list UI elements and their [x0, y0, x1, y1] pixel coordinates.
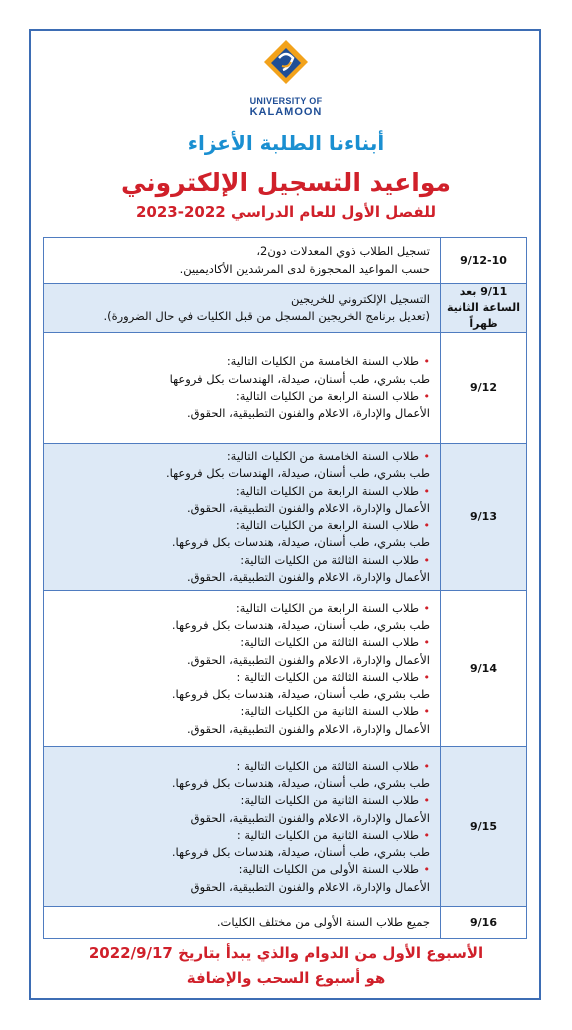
description-line: الأعمال والإدارة، الاعلام والفنون التطبيقية، الحقوق. — [186, 406, 430, 421]
bullet-item: • طلاب السنة الأولى من الكليات التالية: — [50, 861, 430, 878]
bullet-item: • طلاب السنة الرابعة من الكليات التالية: — [50, 517, 430, 534]
description-line: الأعمال والإدارة، الاعلام والفنون التطبيقية، الحقوق — [190, 879, 430, 894]
schedule-description — [44, 444, 441, 591]
description-line: طب بشري، طب أسنان، صيدلة، الهندسات بكل فروعها. — [165, 466, 430, 481]
description-line: طب بشري، طب أسنان، صيدلة، هندسات بكل فروعها. — [171, 775, 430, 790]
description-line: حسب المواعيد المحجوزة لدى المرشدين الأكاديميين. — [179, 261, 430, 276]
schedule-row — [44, 284, 527, 333]
footer-note-line1: الأسبوع الأول من الدوام والذي يبدأ بتاريخ 2022/9/17 — [88, 944, 484, 962]
bullet-item: • طلاب السنة الرابعة من الكليات التالية: — [50, 600, 430, 617]
schedule-description — [44, 907, 441, 939]
greeting-heading: أبناءنا الطلبة الأعزاء — [187, 131, 385, 155]
schedule-row — [44, 444, 527, 591]
description-line: طب بشري، طب أسنان، صيدلة، هندسات بكل فروعها. — [171, 687, 430, 702]
bullet-item: • طلاب السنة الثالثة من الكليات التالية: — [50, 552, 430, 569]
description-line: التسجيل الإلكتروني للخريجين — [290, 291, 430, 306]
schedule-date: 9/13 — [441, 444, 527, 591]
page-subtitle: للفصل الأول للعام الدراسي 2022-2023 — [136, 203, 436, 221]
university-name-line2: KALAMOON — [249, 106, 323, 118]
bullet-item: • طلاب السنة الثالثة من الكليات التالية : — [50, 669, 430, 686]
page-title: مواعيد التسجيل الإلكتروني — [120, 168, 452, 197]
schedule-date: 9/16 — [441, 907, 527, 939]
schedule-row — [44, 907, 527, 939]
schedule-date: 9/15 — [441, 747, 527, 907]
description-line: طب بشري، طب أسنان، صيدلة، هندسات بكل فروعها. — [171, 845, 430, 860]
bullet-item: • طلاب السنة الثانية من الكليات التالية : — [50, 827, 430, 844]
description-line: الأعمال والإدارة، الاعلام والفنون التطبيقية، الحقوق. — [186, 652, 430, 667]
description-line: جميع طلاب السنة الأولى من مختلف الكليات. — [216, 915, 430, 930]
university-name-line1: UNIVERSITY OF — [249, 96, 323, 106]
description-line: طب بشري، طب أسنان، صيدلة، هندسات بكل فروعها. — [171, 617, 430, 632]
footer-note-line2: هو أسبوع السحب والإضافة — [186, 969, 386, 987]
schedule-description — [44, 284, 441, 333]
bullet-item: • طلاب السنة الرابعة من الكليات التالية: — [50, 483, 430, 500]
schedule-date: 9/12 — [441, 333, 527, 444]
bullet-item: • طلاب السنة الخامسة من الكليات التالية: — [50, 353, 430, 370]
schedule-description — [44, 238, 441, 284]
description-line: الأعمال والإدارة، الاعلام والفنون التطبيقية، الحقوق — [190, 810, 430, 825]
schedule-row — [44, 747, 527, 907]
bullet-item: • طلاب السنة الثالثة من الكليات التالية: — [50, 634, 430, 651]
description-line: الأعمال والإدارة، الاعلام والفنون التطبيقية، الحقوق. — [186, 500, 430, 515]
bullet-item: • طلاب السنة الثانية من الكليات التالية: — [50, 703, 430, 720]
description-line: طب بشري، طب أسنان، صيدلة، الهندسات بكل فروعها — [169, 371, 430, 386]
description-line: الأعمال والإدارة، الاعلام والفنون التطبيقية، الحقوق. — [186, 721, 430, 736]
schedule-date: 9/12-10 — [441, 238, 527, 284]
schedule-row — [44, 333, 527, 444]
schedule-row — [44, 591, 527, 747]
description-line: طب بشري، طب أسنان، صيدلة، هندسات بكل فروعها. — [171, 535, 430, 550]
bullet-item: • طلاب السنة الخامسة من الكليات التالية: — [50, 448, 430, 465]
bullet-item: • طلاب السنة الثالثة من الكليات التالية : — [50, 758, 430, 775]
schedule-date: 9/11 بعد الساعة الثانية ظهراً — [441, 284, 527, 333]
bullet-item: • طلاب السنة الثانية من الكليات التالية: — [50, 792, 430, 809]
schedule-description — [44, 747, 441, 907]
bullet-item: • طلاب السنة الرابعة من الكليات التالية: — [50, 388, 430, 405]
schedule-row — [44, 238, 527, 284]
schedule-description — [44, 333, 441, 444]
description-line: تسجيل الطلاب ذوي المعدلات دون2، — [256, 244, 430, 259]
schedule-description — [44, 591, 441, 747]
registration-schedule-table — [43, 237, 527, 939]
description-line: الأعمال والإدارة، الاعلام والفنون التطبيقية، الحقوق. — [186, 570, 430, 585]
schedule-date: 9/14 — [441, 591, 527, 747]
description-line: (تعديل برنامج الخريجين المسجل من قبل الكليات في حال الضرورة). — [103, 309, 430, 323]
